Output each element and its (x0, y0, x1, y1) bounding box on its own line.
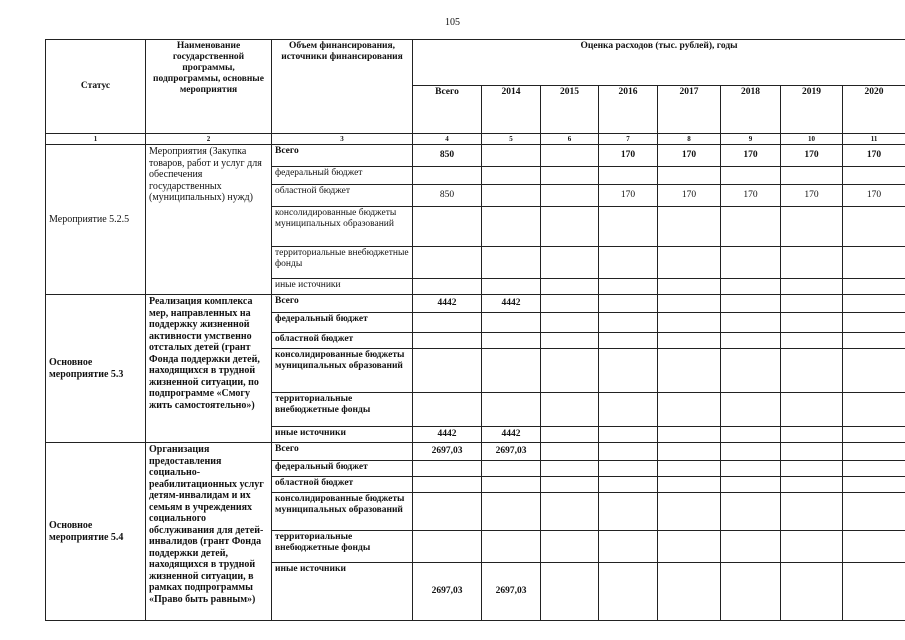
column-number: 6 (541, 134, 599, 145)
value-year-cell (599, 461, 658, 477)
value-year-cell (843, 333, 905, 349)
value-total-cell: 2697,03 (413, 443, 482, 461)
value-year-cell (482, 145, 541, 167)
value-year-cell (599, 393, 658, 427)
funding-source-cell: областной бюджет (272, 185, 413, 207)
value-year-cell (541, 279, 599, 295)
value-year-cell (599, 333, 658, 349)
value-year-cell (843, 563, 905, 621)
funding-source-cell: федеральный бюджет (272, 167, 413, 185)
value-year-cell (658, 349, 721, 393)
value-year-cell (781, 443, 843, 461)
funding-source-cell: консолидированные бюджеты муниципальных образований (272, 493, 413, 531)
status-cell: Основное мероприятие 5.4 (46, 443, 146, 621)
value-year-cell (843, 393, 905, 427)
table-row (46, 443, 905, 461)
value-year-cell (541, 531, 599, 563)
value-year-cell (541, 393, 599, 427)
value-year-cell (599, 279, 658, 295)
value-year-cell (599, 477, 658, 493)
value-year-cell: 170 (721, 185, 781, 207)
value-year-cell: 170 (843, 185, 905, 207)
value-year-cell (482, 185, 541, 207)
value-year-cell: 170 (781, 145, 843, 167)
value-year-cell (781, 247, 843, 279)
value-year-cell (599, 247, 658, 279)
value-year-cell (781, 393, 843, 427)
funding-source-cell: федеральный бюджет (272, 313, 413, 333)
value-year-cell (482, 531, 541, 563)
column-number: 11 (843, 134, 905, 145)
value-year-cell (843, 207, 905, 247)
column-number-row (46, 134, 905, 145)
value-year-cell: 170 (658, 145, 721, 167)
value-year-cell (721, 349, 781, 393)
status-cell: Мероприятие 5.2.5 (46, 145, 146, 295)
value-year-cell (721, 427, 781, 443)
value-year-cell (721, 207, 781, 247)
value-year-cell (781, 563, 843, 621)
value-year-cell (658, 167, 721, 185)
value-year-cell (658, 207, 721, 247)
header-financing: Объем финансирования, источники финансирования (272, 40, 413, 134)
column-number: 2 (146, 134, 272, 145)
value-year-cell (721, 531, 781, 563)
value-year-cell (482, 477, 541, 493)
value-year-cell (721, 461, 781, 477)
funding-source-cell: Всего (272, 145, 413, 167)
value-year-cell (843, 349, 905, 393)
page-number: 105 (445, 17, 460, 28)
header-program-name: Наименование государственной программы, подпрограммы, основные мероприятия (146, 40, 272, 134)
value-year-cell (599, 295, 658, 313)
funding-source-cell: Всего (272, 443, 413, 461)
funding-source-cell: территориальные внебюджетные фонды (272, 393, 413, 427)
funding-source-cell: иные источники (272, 279, 413, 295)
value-total-cell: 850 (413, 185, 482, 207)
value-total-cell (413, 279, 482, 295)
value-year-cell (482, 493, 541, 531)
column-number: 7 (599, 134, 658, 145)
value-year-cell (599, 207, 658, 247)
program-name-cell: Реализация комплекса мер, направленных на поддержку жизненной активности умственно отсталых детей (грант Фонда поддержки детей, находящихся в трудной жизненной ситуации, по подпрограмме «Смогу жить самостоятельно») (146, 295, 272, 443)
value-year-cell (781, 207, 843, 247)
value-year-cell (781, 167, 843, 185)
column-number: 4 (413, 134, 482, 145)
value-total-cell (413, 461, 482, 477)
value-total-cell (413, 167, 482, 185)
value-year-cell (781, 279, 843, 295)
column-number: 10 (781, 134, 843, 145)
value-year-cell: 2697,03 (482, 563, 541, 621)
value-year-cell (721, 167, 781, 185)
value-year-cell (541, 477, 599, 493)
value-year-cell (781, 477, 843, 493)
column-number: 5 (482, 134, 541, 145)
table-row (46, 295, 905, 313)
budget-table (45, 39, 905, 621)
value-year-cell (541, 349, 599, 393)
value-total-cell (413, 477, 482, 493)
value-year-cell (843, 279, 905, 295)
value-year-cell (599, 493, 658, 531)
funding-source-cell: областной бюджет (272, 333, 413, 349)
program-name-cell: Мероприятия (Закупка товаров, работ и услуг для обеспечения государственных (муниципальных) нужд) (146, 145, 272, 295)
header-year: 2020 (843, 86, 905, 134)
value-year-cell (843, 493, 905, 531)
funding-source-cell: территориальные внебюджетные фонды (272, 531, 413, 563)
value-year-cell: 4442 (482, 427, 541, 443)
value-year-cell (781, 333, 843, 349)
value-total-cell (413, 493, 482, 531)
value-total-cell (413, 247, 482, 279)
value-year-cell (658, 279, 721, 295)
value-year-cell (658, 461, 721, 477)
table-row (46, 145, 905, 167)
value-year-cell (599, 427, 658, 443)
header-year: 2014 (482, 86, 541, 134)
funding-source-cell: консолидированные бюджеты муниципальных образований (272, 349, 413, 393)
value-year-cell (541, 185, 599, 207)
value-year-cell (843, 295, 905, 313)
value-year-cell (599, 443, 658, 461)
value-year-cell (843, 443, 905, 461)
value-year-cell: 170 (599, 185, 658, 207)
value-year-cell: 170 (843, 145, 905, 167)
value-year-cell (658, 531, 721, 563)
funding-source-cell: иные источники (272, 427, 413, 443)
value-year-cell (721, 295, 781, 313)
funding-source-cell: областной бюджет (272, 477, 413, 493)
header-total: Всего (413, 86, 482, 134)
value-year-cell (658, 477, 721, 493)
value-year-cell (721, 493, 781, 531)
value-year-cell (781, 493, 843, 531)
header-year: 2017 (658, 86, 721, 134)
funding-source-cell: Всего (272, 295, 413, 313)
value-year-cell (482, 313, 541, 333)
value-year-cell: 2697,03 (482, 443, 541, 461)
value-year-cell (721, 247, 781, 279)
value-year-cell (658, 493, 721, 531)
value-year-cell (781, 461, 843, 477)
value-year-cell (721, 477, 781, 493)
value-year-cell (721, 279, 781, 295)
value-year-cell (482, 247, 541, 279)
value-total-cell: 2697,03 (413, 563, 482, 621)
value-year-cell (843, 461, 905, 477)
value-year-cell (541, 247, 599, 279)
value-year-cell (658, 333, 721, 349)
value-year-cell (721, 333, 781, 349)
value-year-cell: 170 (658, 185, 721, 207)
value-year-cell (482, 279, 541, 295)
value-total-cell (413, 393, 482, 427)
header-status: Статус (46, 40, 146, 134)
header-year: 2018 (721, 86, 781, 134)
value-year-cell (541, 563, 599, 621)
value-year-cell (599, 531, 658, 563)
value-year-cell (843, 477, 905, 493)
value-total-cell: 4442 (413, 295, 482, 313)
column-number: 9 (721, 134, 781, 145)
value-year-cell (482, 167, 541, 185)
value-year-cell (781, 313, 843, 333)
value-year-cell (658, 313, 721, 333)
value-total-cell: 850 (413, 145, 482, 167)
value-year-cell: 170 (721, 145, 781, 167)
value-year-cell (541, 313, 599, 333)
header-year: 2019 (781, 86, 843, 134)
header-estimate: Оценка расходов (тыс. рублей), годы (413, 40, 905, 86)
value-year-cell (721, 563, 781, 621)
value-year-cell: 170 (599, 145, 658, 167)
value-year-cell (482, 333, 541, 349)
value-total-cell (413, 313, 482, 333)
value-year-cell (781, 427, 843, 443)
value-year-cell (482, 393, 541, 427)
funding-source-cell: территориальные внебюджетные фонды (272, 247, 413, 279)
value-year-cell (541, 295, 599, 313)
value-year-cell (843, 247, 905, 279)
value-year-cell (541, 333, 599, 349)
value-year-cell (658, 295, 721, 313)
value-year-cell (658, 563, 721, 621)
value-year-cell (658, 247, 721, 279)
value-year-cell (541, 207, 599, 247)
value-total-cell (413, 349, 482, 393)
value-total-cell (413, 333, 482, 349)
value-year-cell (541, 493, 599, 531)
value-year-cell (599, 167, 658, 185)
value-year-cell (482, 349, 541, 393)
value-year-cell (658, 427, 721, 443)
value-year-cell (781, 295, 843, 313)
value-year-cell (658, 443, 721, 461)
value-year-cell (599, 313, 658, 333)
value-year-cell: 4442 (482, 295, 541, 313)
value-total-cell (413, 207, 482, 247)
column-number: 1 (46, 134, 146, 145)
funding-source-cell: иные источники (272, 563, 413, 621)
value-year-cell (658, 393, 721, 427)
value-year-cell (781, 531, 843, 563)
value-year-cell (541, 145, 599, 167)
value-year-cell (781, 349, 843, 393)
value-year-cell (721, 443, 781, 461)
value-year-cell (541, 427, 599, 443)
value-year-cell (843, 313, 905, 333)
column-number: 8 (658, 134, 721, 145)
value-year-cell (843, 531, 905, 563)
status-cell: Основное мероприятие 5.3 (46, 295, 146, 443)
funding-source-cell: консолидированные бюджеты муниципальных образований (272, 207, 413, 247)
value-year-cell: 170 (781, 185, 843, 207)
value-year-cell (482, 207, 541, 247)
header-year: 2016 (599, 86, 658, 134)
value-year-cell (541, 461, 599, 477)
header-year: 2015 (541, 86, 599, 134)
value-year-cell (721, 313, 781, 333)
value-year-cell (541, 443, 599, 461)
value-year-cell (541, 167, 599, 185)
column-number: 3 (272, 134, 413, 145)
value-year-cell (843, 167, 905, 185)
value-year-cell (599, 563, 658, 621)
value-year-cell (721, 393, 781, 427)
value-year-cell (843, 427, 905, 443)
value-total-cell: 4442 (413, 427, 482, 443)
value-total-cell (413, 531, 482, 563)
value-year-cell (599, 349, 658, 393)
funding-source-cell: федеральный бюджет (272, 461, 413, 477)
program-name-cell: Организация предоставления социально-реабилитационных услуг детям-инвалидам и их семьям в учреждениях социального обслуживания для детей-инвалидов (грант Фонда поддержки детей, находящихся в трудной жизненной ситуации, в рамках подпрограммы «Право быть равным») (146, 443, 272, 621)
value-year-cell (482, 461, 541, 477)
